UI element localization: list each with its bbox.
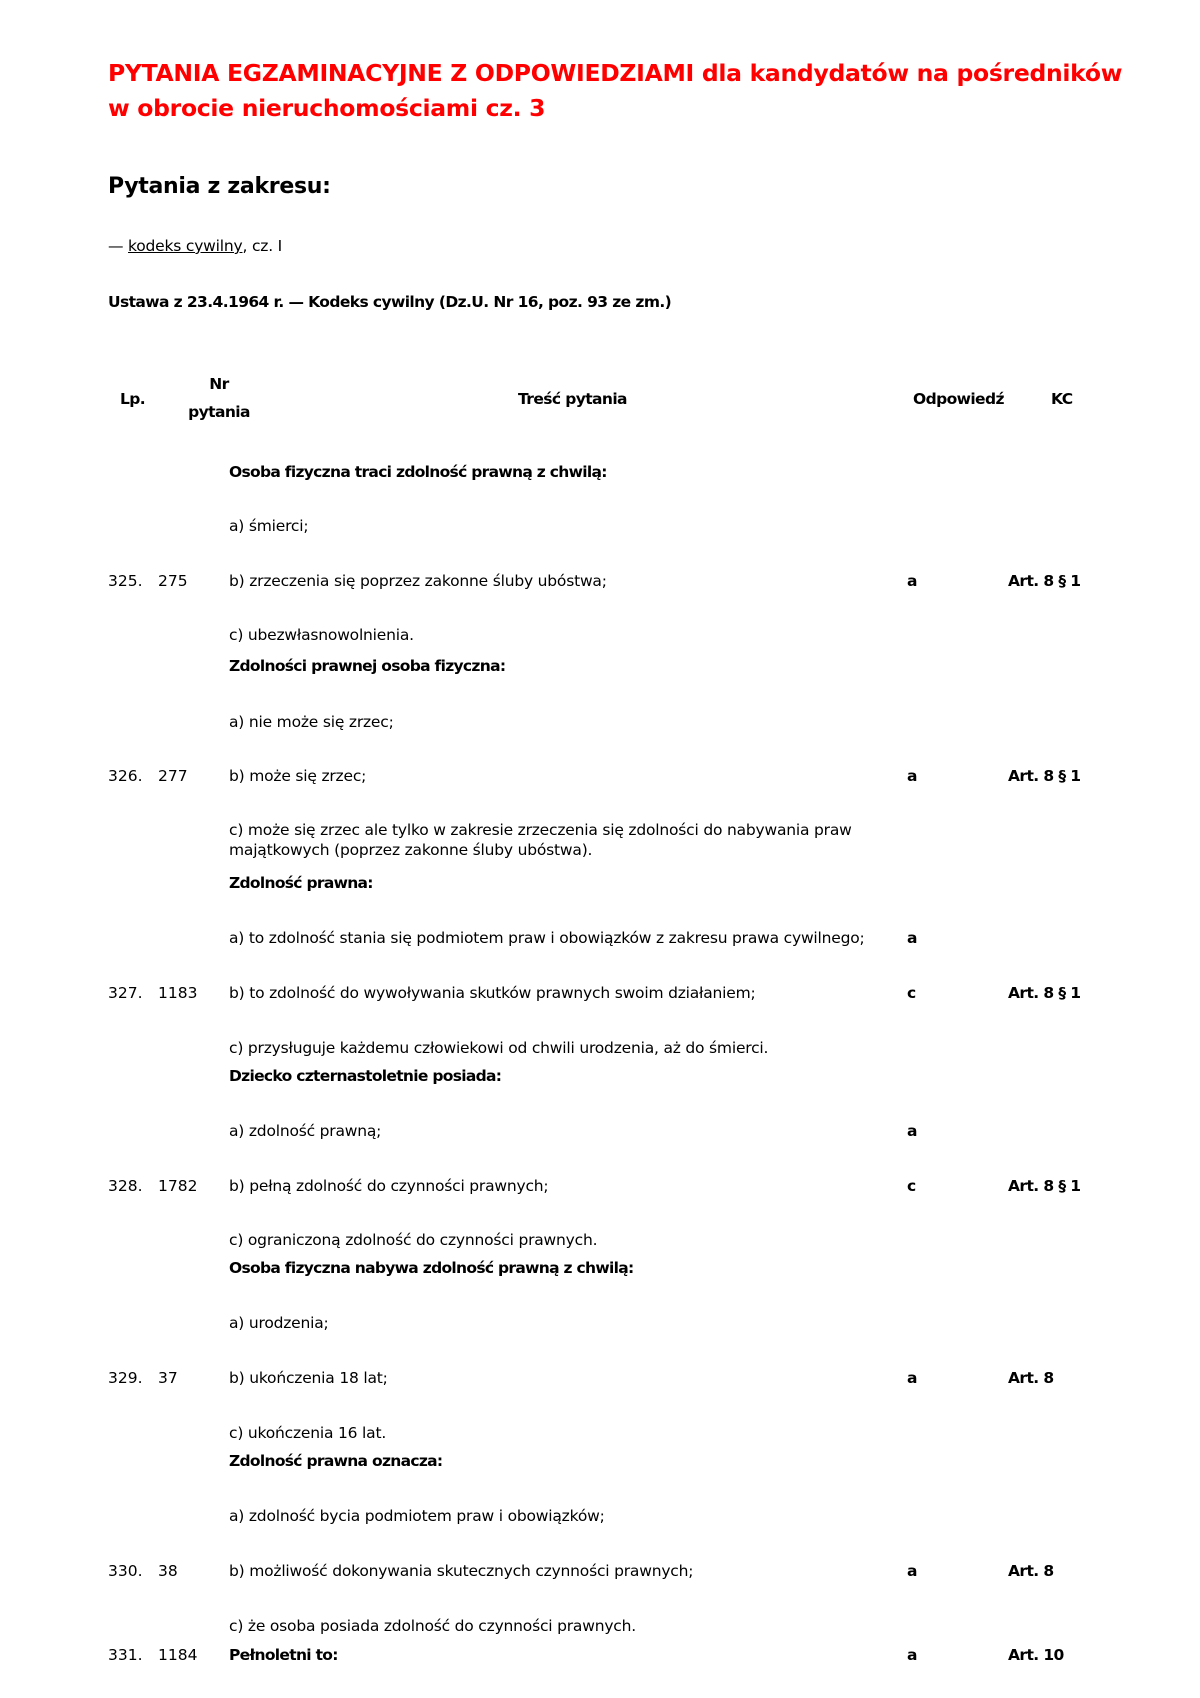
question-number: 1184 [158, 1646, 198, 1664]
answer-option: b) pełną zdolność do czynności prawnych; [229, 1177, 549, 1195]
answer-option: c) przysługuje każdemu człowiekowi od chwili urodzenia, aż do śmierci. [229, 1039, 769, 1057]
question-number: 277 [158, 767, 188, 785]
header-lp: Lp. [120, 390, 146, 408]
question-stem: Dziecko czternastoletnie posiada: [229, 1067, 502, 1085]
question-lp: 326. [108, 767, 143, 785]
answer-option: c) że osoba posiada zdolność do czynności prawnych. [229, 1617, 636, 1635]
header-odpowiedz: Odpowiedź [913, 390, 1004, 408]
answer-option: a) zdolność prawną; [229, 1122, 382, 1140]
correct-answer: a [907, 767, 918, 785]
act-reference: Ustawa z 23.4.1964 r. — Kodeks cywilny (Dz.U. Nr 16, poz. 93 ze zm.) [108, 293, 672, 311]
correct-answer: a [907, 929, 918, 947]
code-reference [108, 237, 282, 255]
code-dash: — [108, 237, 129, 255]
answer-option: a) urodzenia; [229, 1314, 329, 1332]
question-number: 275 [158, 572, 188, 590]
kc-article: Art. 10 [1008, 1646, 1064, 1664]
answer-option: c) ubezwłasnowolnienia. [229, 626, 414, 644]
question-number: 1782 [158, 1177, 198, 1195]
kodeks-cywilny-link[interactable]: kodeks cywilny [128, 237, 243, 255]
correct-answer: c [907, 1177, 917, 1195]
document-title: PYTANIA EGZAMINACYJNE Z ODPOWIEDZIAMI dla kandydatów na pośredników w obrocie nieruchomościami cz. 3 [108, 59, 1123, 122]
question-lp: 327. [108, 984, 143, 1002]
correct-answer: a [907, 1369, 918, 1387]
kc-article: Art. 8 [1008, 1369, 1054, 1387]
question-lp: 325. [108, 572, 143, 590]
correct-answer: a [907, 1646, 918, 1664]
kc-article: Art. 8 [1008, 1562, 1054, 1580]
kc-article: Art. 8 § 1 [1008, 984, 1081, 1002]
question-number: 1183 [158, 984, 198, 1002]
question-lp: 329. [108, 1369, 143, 1387]
kc-article: Art. 8 § 1 [1008, 767, 1081, 785]
answer-option: c) może się zrzec ale tylko w zakresie zrzeczenia się zdolności do nabywania praw majątkowych (poprzez zakonne śluby ubóstwa). [229, 821, 852, 859]
question-stem: Zdolność prawna oznacza: [229, 1452, 443, 1470]
answer-option: b) może się zrzec; [229, 767, 367, 785]
answer-option: a) śmierci; [229, 517, 309, 535]
answer-option: b) możliwość dokonywania skutecznych czynności prawnych; [229, 1562, 694, 1580]
answer-option: b) ukończenia 18 lat; [229, 1369, 388, 1387]
question-number: 38 [158, 1562, 178, 1580]
correct-answer: a [907, 1122, 918, 1140]
question-lp: 328. [108, 1177, 143, 1195]
question-number: 37 [158, 1369, 178, 1387]
answer-option: c) ukończenia 16 lat. [229, 1424, 387, 1442]
question-lp: 330. [108, 1562, 143, 1580]
kc-article: Art. 8 § 1 [1008, 572, 1081, 590]
header-nr-pytania [179, 370, 259, 426]
answer-option: b) to zdolność do wywoływania skutków prawnych swoim działaniem; [229, 984, 756, 1002]
question-stem: Osoba fizyczna nabywa zdolność prawną z chwilą: [229, 1259, 634, 1277]
question-stem: Osoba fizyczna traci zdolność prawną z chwilą: [229, 463, 607, 481]
answer-option: c) ograniczoną zdolność do czynności prawnych. [229, 1231, 598, 1249]
correct-answer: a [907, 1562, 918, 1580]
header-nr-line1: Nr [209, 375, 229, 393]
correct-answer: a [907, 572, 918, 590]
scope-heading: Pytania z zakresu: [108, 174, 331, 199]
header-kc: KC [1051, 390, 1073, 408]
header-tresc-pytania: Treść pytania [518, 390, 627, 408]
answer-option: b) zrzeczenia się poprzez zakonne śluby ubóstwa; [229, 572, 607, 590]
correct-answer: c [907, 984, 917, 1002]
kc-article: Art. 8 § 1 [1008, 1177, 1081, 1195]
code-part: , cz. I [242, 237, 283, 255]
question-stem: Zdolność prawna: [229, 874, 373, 892]
answer-option: a) nie może się zrzec; [229, 713, 394, 731]
answer-option: a) zdolność bycia podmiotem praw i obowiązków; [229, 1507, 605, 1525]
question-stem: Zdolności prawnej osoba fizyczna: [229, 657, 506, 675]
question-lp: 331. [108, 1646, 143, 1664]
header-nr-line2: pytania [188, 403, 250, 421]
answer-option: a) to zdolność stania się podmiotem praw i obowiązków z zakresu prawa cywilnego; [229, 929, 865, 947]
question-stem: Pełnoletni to: [229, 1646, 338, 1664]
